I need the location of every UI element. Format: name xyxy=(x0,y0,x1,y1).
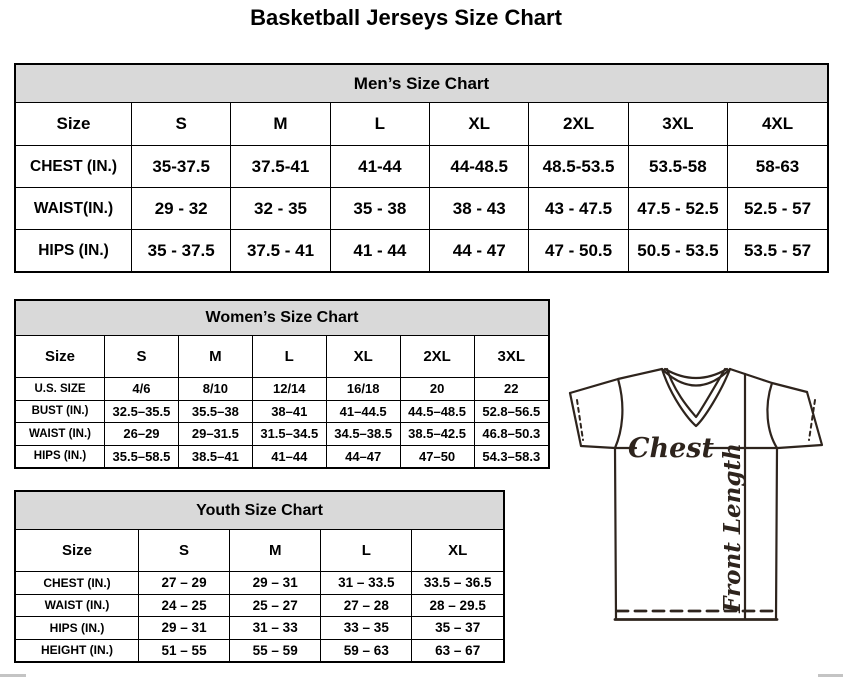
size-value: 12/14 xyxy=(252,378,326,401)
size-value: 31 – 33.5 xyxy=(321,572,412,595)
size-value: 50.5 - 53.5 xyxy=(628,230,727,272)
size-value: 47 - 50.5 xyxy=(529,230,628,272)
row-label: CHEST (IN.) xyxy=(16,572,139,595)
size-value: 37.5-41 xyxy=(231,146,330,188)
jersey-left-sleeve-seam xyxy=(615,379,622,448)
size-value: 44-48.5 xyxy=(430,146,529,188)
size-header-row xyxy=(16,103,827,146)
size-value: 41-44 xyxy=(330,146,429,188)
size-value: 4/6 xyxy=(105,378,179,401)
jersey-shoulder-left-line xyxy=(570,369,662,393)
column-header: Size xyxy=(16,336,105,378)
column-header: L xyxy=(252,336,326,378)
table-row xyxy=(16,400,548,423)
row-label: U.S. SIZE xyxy=(16,378,105,401)
chest-label: Chest xyxy=(628,433,714,464)
horizontal-scrollbar-fragment-right[interactable] xyxy=(818,674,843,677)
womens-size-chart-title: Women’s Size Chart xyxy=(16,301,548,336)
table-row xyxy=(16,378,548,401)
size-value: 41–44 xyxy=(252,445,326,467)
size-value: 27 – 28 xyxy=(321,594,412,617)
column-header: M xyxy=(230,530,321,572)
row-label: WAIST (IN.) xyxy=(16,594,139,617)
table-row xyxy=(16,423,548,446)
size-value: 41–44.5 xyxy=(326,400,400,423)
column-header: 3XL xyxy=(474,336,548,378)
size-value: 35.5–58.5 xyxy=(105,445,179,467)
size-value: 51 – 55 xyxy=(139,639,230,661)
column-header: Size xyxy=(16,103,132,146)
table-row xyxy=(16,188,827,230)
column-header: M xyxy=(231,103,330,146)
front-length-label: Front Length xyxy=(719,443,746,613)
size-value: 52.5 - 57 xyxy=(728,188,827,230)
womens-size-chart xyxy=(14,299,550,469)
column-header: S xyxy=(139,530,230,572)
size-value: 55 – 59 xyxy=(230,639,321,661)
size-value: 24 – 25 xyxy=(139,594,230,617)
table-row xyxy=(16,639,503,661)
size-value: 44.5–48.5 xyxy=(400,400,474,423)
jersey-measurement-diagram xyxy=(556,362,843,664)
table-row xyxy=(16,617,503,640)
column-header: 4XL xyxy=(728,103,827,146)
mens-size-chart-title: Men’s Size Chart xyxy=(16,65,827,103)
size-value: 20 xyxy=(400,378,474,401)
jersey-body-outline xyxy=(615,448,777,619)
size-value: 35 – 37 xyxy=(412,617,503,640)
size-value: 33 – 35 xyxy=(321,617,412,640)
mens-size-chart xyxy=(14,63,829,273)
column-header: 2XL xyxy=(400,336,474,378)
size-value: 31.5–34.5 xyxy=(252,423,326,446)
size-value: 29 – 31 xyxy=(230,572,321,595)
size-value: 43 - 47.5 xyxy=(529,188,628,230)
size-value: 53.5-58 xyxy=(628,146,727,188)
size-value: 29 - 32 xyxy=(132,188,231,230)
horizontal-scrollbar-fragment-left[interactable] xyxy=(0,674,26,677)
size-value: 54.3–58.3 xyxy=(482,448,541,464)
size-value: 35.5–38 xyxy=(178,400,252,423)
size-value: 35-37.5 xyxy=(132,146,231,188)
row-label: CHEST (IN.) xyxy=(16,146,132,188)
size-value: 8/10 xyxy=(178,378,252,401)
column-header: L xyxy=(321,530,412,572)
size-value: 48.5-53.5 xyxy=(529,146,628,188)
row-label: HIPS (IN.) xyxy=(16,445,105,467)
size-value: 35 - 38 xyxy=(330,188,429,230)
size-value: 38.5–41 xyxy=(178,445,252,467)
size-value: 44 - 47 xyxy=(430,230,529,272)
size-value: 32 - 35 xyxy=(231,188,330,230)
mens-size-table xyxy=(16,103,827,271)
size-value: 38.5–42.5 xyxy=(400,423,474,446)
page-title: Basketball Jerseys Size Chart xyxy=(250,5,562,30)
size-value: 33.5 – 36.5 xyxy=(412,572,503,595)
size-header-row xyxy=(16,530,503,572)
table-row xyxy=(16,445,548,467)
row-label: BUST (IN.) xyxy=(16,400,105,423)
column-header: XL xyxy=(430,103,529,146)
youth-size-chart xyxy=(14,490,505,663)
size-value: 38–41 xyxy=(252,400,326,423)
row-label: HIPS (IN.) xyxy=(16,230,132,272)
size-value: 25 – 27 xyxy=(230,594,321,617)
jersey-vneck-inner xyxy=(667,369,725,417)
column-header: L xyxy=(330,103,429,146)
size-value: 63 – 67 xyxy=(435,642,481,658)
column-header: 2XL xyxy=(529,103,628,146)
size-header-row xyxy=(16,336,548,378)
column-header: S xyxy=(105,336,179,378)
table-row xyxy=(16,572,503,595)
size-value: 46.8–50.3 xyxy=(474,423,548,446)
size-value: 44–47 xyxy=(326,445,400,467)
column-header: XL xyxy=(412,530,503,572)
womens-size-table xyxy=(16,336,548,467)
size-value: 35 - 37.5 xyxy=(132,230,231,272)
column-header: S xyxy=(132,103,231,146)
size-value: 47.5 - 52.5 xyxy=(628,188,727,230)
size-value: 53.5 - 57 xyxy=(743,240,812,260)
jersey-right-sleeve-seam xyxy=(767,383,777,448)
size-value: 52.8–56.5 xyxy=(474,400,548,423)
size-value: 32.5–35.5 xyxy=(105,400,179,423)
size-value: 29–31.5 xyxy=(178,423,252,446)
size-value: 16/18 xyxy=(326,378,400,401)
size-value: 22 xyxy=(474,378,548,401)
table-row xyxy=(16,230,827,272)
size-value: 31 – 33 xyxy=(230,617,321,640)
column-header: M xyxy=(178,336,252,378)
column-header: XL xyxy=(326,336,400,378)
row-label: HIPS (IN.) xyxy=(16,617,139,640)
size-value: 38 - 43 xyxy=(430,188,529,230)
youth-size-chart-title: Youth Size Chart xyxy=(16,492,503,530)
size-value: 29 – 31 xyxy=(139,617,230,640)
column-header: Size xyxy=(16,530,139,572)
row-label: WAIST (IN.) xyxy=(16,423,105,446)
size-value: 47–50 xyxy=(400,445,474,467)
row-label: WAIST(IN.) xyxy=(16,188,132,230)
table-row xyxy=(16,594,503,617)
jersey-collar-back-arc-inner xyxy=(665,369,727,378)
jersey-shoulder-right-line xyxy=(730,369,807,392)
size-value: 58-63 xyxy=(728,146,827,188)
column-header: 3XL xyxy=(628,103,727,146)
size-value: 41 - 44 xyxy=(330,230,429,272)
size-value: 26–29 xyxy=(105,423,179,446)
size-value: 34.5–38.5 xyxy=(326,423,400,446)
size-value: 59 – 63 xyxy=(321,639,412,661)
size-value: 27 – 29 xyxy=(139,572,230,595)
table-row xyxy=(16,146,827,188)
size-value: 28 – 29.5 xyxy=(412,594,503,617)
row-label: HEIGHT (IN.) xyxy=(16,639,139,661)
youth-size-table xyxy=(16,530,503,661)
size-value: 37.5 - 41 xyxy=(231,230,330,272)
